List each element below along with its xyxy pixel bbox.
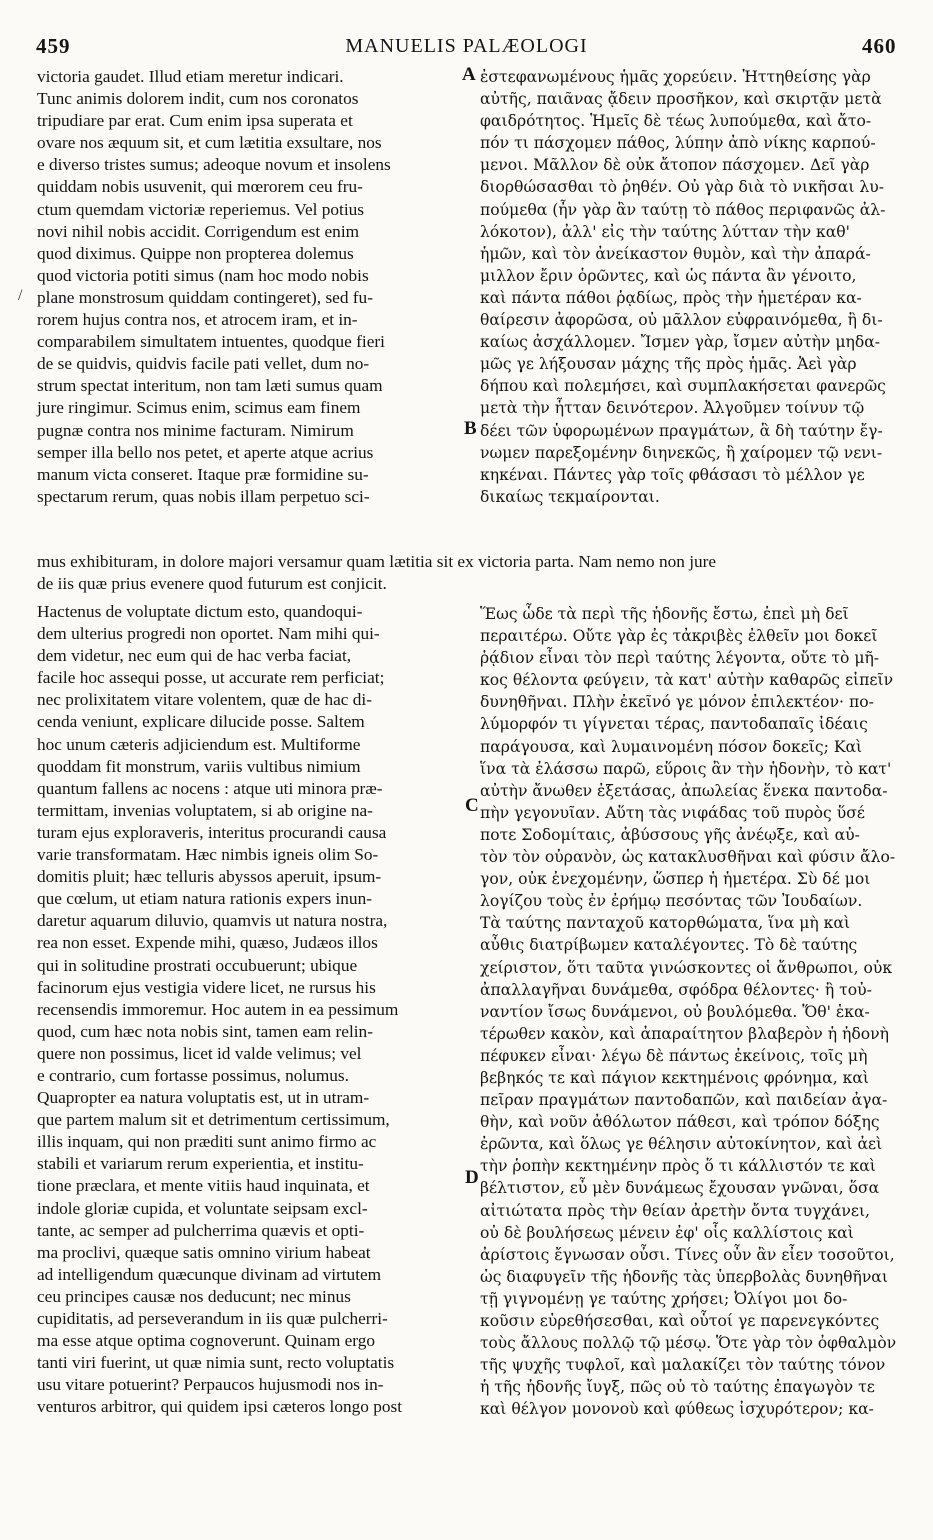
text-line: varie transformatam. Hæc nimbis igneis olim So-: [37, 845, 379, 865]
text-line: quod victoria potiti simus (nam hoc modo nobis: [37, 265, 369, 285]
text-line: παράγουσα, καὶ λυμαινομένη πόσον δοκεῖς; Καὶ: [480, 737, 863, 756]
text-line: αὖθις διατρίβωμεν καταλέγοντες. Τὸ δὲ ταύτης: [480, 936, 858, 955]
text-line: λόκοτον), ἀλλ' εἰς τὴν ταύτης λύτταν τὴν καθ': [480, 222, 850, 241]
page-number-right: 460: [862, 34, 897, 58]
text-line: quod, cum hæc nota nobis sint, tamen eam relin-: [37, 1021, 373, 1041]
text-line: turam ejus exploraveris, interitus procurandi causa: [37, 822, 387, 842]
text-line: cenda veniunt, explicare dilucide posse. Saltem: [37, 712, 365, 732]
text-line: ἵνα τὰ ἐλάσσω παρῶ, εὕροις ἂν τὴν ἡδονὴν, τὸ κατ': [480, 759, 892, 778]
text-line: Tunc animis dolorem indit, cum nos coronatos: [37, 89, 359, 109]
text-line: μῶς γε λήξουσαν μάχης τῆς πρὸς ἡμᾶς. Ἀεὶ γὰρ: [480, 355, 857, 374]
text-line: venturos arbitror, qui quidem ipsi cæteros longo post: [37, 1397, 403, 1417]
running-title: MANUELIS PALÆOLOGI: [345, 35, 588, 57]
text-line: strum spectat interitum, non tam læti sumus quam: [37, 376, 383, 396]
text-line: μετὰ τὴν ἧτταν δεινότερον. Ἀλγοῦμεν τοίνυν τῷ: [480, 399, 865, 418]
latin-column-top: [37, 66, 460, 508]
text-line: Hactenus de voluptate dictum esto, quandoqui-: [37, 602, 363, 621]
text-line: θὴν, καὶ νοῦν ἀθόλωτον πάθεσι, καὶ τρόπον δόξης: [480, 1113, 880, 1132]
text-line: πὴν γεγονυῖαν. Αὕτη τὰς νιφάδας τοῦ πυρὸς ὕσέ: [480, 803, 865, 822]
text-line: dem ulterius progredi non oportet. Nam mihi qui-: [37, 624, 380, 644]
text-line: quiddam nobis usuvenit, qui mœrorem ceu fru-: [37, 177, 363, 197]
text-line: τὸν τὸν οὐρανὸν, ὡς κατακλυσθῆναι καὶ φύσιν ἄλο-: [480, 848, 896, 867]
text-line: πούμεθα (ἦν γὰρ ἂν ταύτῃ τὸ πάθος περιφανῶς ἀλ-: [480, 200, 886, 219]
text-line: semper illa bello nos petet, et aperte atque acrius: [37, 442, 374, 462]
text-line: quere non possimus, licet id valde velimus; vel: [37, 1043, 362, 1063]
text-line: dem videtur, nec eum qui de hac verba faciat,: [37, 646, 352, 666]
text-line: jure ringimur. Scimus enim, scimus eam finem: [37, 398, 361, 418]
text-line: ad intelligendum quæcunque divinam ad virtutem: [37, 1264, 382, 1284]
text-line: tante, ac semper ad pulcherrima quævis et opti-: [37, 1220, 365, 1240]
full-width-lines: [37, 551, 897, 595]
text-line: αὐτὴν ἄνωθεν ἐξετάσας, ἀπωλείας ἕνεκα παντοδα-: [480, 781, 888, 800]
text-line: quoddam fit monstrum, variis vultibus nimium: [37, 756, 361, 776]
text-line: e contrario, cum fortasse possimus, nolumus.: [37, 1065, 349, 1085]
text-line: rorem hujus contra nos, et atrocem iram, et in-: [37, 310, 358, 330]
margin-letter-a: A: [462, 64, 476, 85]
text-line: πεῖραν πραγμάτων παντοδαπῶν, καὶ παιδείαν ἀγα-: [480, 1091, 888, 1110]
text-line: daretur aquarum diluvio, quamvis ut natura nostra,: [37, 911, 388, 931]
page-header: [0, 34, 933, 64]
text-line: illis inquam, qui non præditi sunt animo firmo ac: [37, 1132, 377, 1152]
text-line: ἐρῶντα, καὶ ὅλως γε θέλησιν αὐτοκίνητον, καὶ ἀεὶ: [480, 1135, 883, 1154]
text-line: quantum fallens ac nocens : atque uti minora præ-: [37, 778, 383, 798]
text-line: manum victa conseret. Itaque præ formidine su-: [37, 464, 369, 484]
page-number-left: 459: [36, 34, 71, 58]
text-line: quod diximus. Quippe non propterea dolemus: [37, 243, 354, 263]
text-line: de se quidvis, quidvis facile pati vellet, dum no-: [37, 354, 370, 374]
margin-tick: /: [18, 287, 23, 304]
text-line: ἀπαλλαγῆναι δυνάμεθα, σφόδρα θέλοντες· ἢ τοὐ-: [480, 980, 872, 999]
text-line: βεβηκός τε καὶ πάγιον κεκτημένοις φρόνημα, καὶ: [480, 1068, 870, 1087]
text-line: κοῦσιν εὑρεθήσεσθαι, καὶ οὗτοί γε παρενεγκόντες: [480, 1312, 880, 1330]
text-line: qui in solitudine prostrati occubuerunt; ubique: [37, 955, 358, 975]
text-line: Τὰ ταύτης πανταχοῦ κατορθώματα, ἵνα μὴ καὶ: [480, 914, 851, 933]
text-line: comparabilem simultatem intuentes, quodque fieri: [37, 332, 385, 352]
text-line: ctum quemdam victoriæ reperiemus. Vel potius: [37, 199, 365, 219]
text-line: καίως ἀσχάλλομεν. Ἴσμεν γὰρ, ἴσμεν αὐτὴν μηδα-: [480, 333, 881, 352]
text-line: καὶ θέλγον μονονοὺ καὶ φύθεως ἰσχυρότερον; κα-: [480, 1400, 874, 1419]
text-line: ὡς διαφυγεῖν τῆς ἡδονῆς τὰς ὑπερβολὰς δυνηθῆναι: [480, 1267, 888, 1286]
text-line: plane monstrosum quiddam contingeret), sed fu-: [37, 287, 373, 307]
text-line: domitis pluit; hæc telluris abyssos aperuit, ipsum-: [37, 867, 382, 887]
text-line: μιλλον ἔριν ὁρῶντες, καὶ ὡς πάντα ἂν γένοιτο,: [480, 266, 857, 285]
text-line: τέρωθεν κακὸν, καὶ ἀπαραίτητον βλαβερὸν ἡ ἡδονὴ: [480, 1024, 889, 1043]
text-line: πέφυκεν εἶναι· λέγω δὲ πάντως ἐκείνοις, τοῖς μὴ: [480, 1046, 868, 1065]
text-line: τὴν ῥοπὴν κεκτημένην πρὸς ὅ τι κάλλιστόν τε καὶ: [480, 1157, 876, 1176]
text-line: ναντίον ἴσως δυνάμενοι, οὐ βουλόμεθα. Ὅθ' ἑκα-: [480, 1002, 870, 1021]
text-line: βέλτιστον, εὖ μὲν δυνάμεως ἔχουσαν γνῶναι, ὅσα: [480, 1179, 880, 1198]
text-line: δικαίως τεκμαίρονται.: [480, 487, 660, 506]
text-line: indole gloriæ cupida, et voluntate seipsam excl-: [37, 1198, 368, 1218]
text-line: δυνηθῆναι. Πλὴν ἐκεῖνό γε μόνον ἐπιλεκτέον· πο-: [480, 693, 874, 712]
text-line: ma proclivi, quæque satis omnino virium habeat: [37, 1242, 371, 1262]
text-line: καὶ πάντα πάθοι ῥᾳδίως, πρὸς τὴν ἡμετέραν κα-: [480, 288, 862, 307]
text-line: ceu principes causæ nos deducunt; nec minus: [37, 1286, 351, 1306]
text-line: recensendis immoremur. Hoc autem in ea pessimum: [37, 999, 399, 1019]
text-line: τοὺς ἄλλους πολλῷ τῷ μέσῳ. Ὅτε γὰρ τὸν ὀφθαλμὸν: [480, 1334, 897, 1353]
text-line: πόν τι πάσχομεν πάθος, λύπην ἀπὸ νίκης καρπού-: [480, 134, 876, 153]
text-line: γον, οὐκ ἐνεχομένην, ὥσπερ ἡ ἡμετέρα. Σὺ δέ μοι: [480, 870, 871, 889]
text-line: ἡμῶν, καὶ τὸν ἀνείκαστον θυμὸν, καὶ τὴν ἀπαρά-: [480, 244, 871, 263]
text-line: novi nihil nobis accidit. Corrigendum est enim: [37, 221, 360, 241]
text-line: tripudiare par erat. Cum enim ipsa superata et: [37, 111, 353, 131]
text-line: e diverso tristes sumus; adeoque novum et insolens: [37, 155, 391, 175]
text-line: μενοι. Μᾶλλον δὲ οὐκ ἄτοπον πάσχομεν. Δεῖ γὰρ: [480, 156, 870, 175]
text-line: λογίζου τοὺς ἐν ἐρήμῳ πεσόντας τῶν Ἰουδαίων.: [480, 892, 863, 911]
text-line: termittam, invenias voluptatem, si ab origine na-: [37, 800, 373, 820]
text-line: facile hoc assequi posse, ut accurate rem perficiat;: [37, 668, 385, 688]
text-line: κος θέλοντα φεύγειν, τὰ κατ' αὐτὴν καθαρῶς εἰπεῖν: [480, 671, 894, 690]
text-line: φαιδρότητος. Ἡμεῖς δὲ τέως λυπούμεθα, καὶ ἄτο-: [480, 112, 872, 131]
text-line: δέει τῶν ὑφορωμένων πραγμάτων, ἃ δὴ ταύτην ἔγ-: [480, 421, 883, 440]
text-line: Quapropter ea natura voluptatis est, ut in utram-: [37, 1088, 370, 1108]
text-line: stabili et variarum rerum experientia, et institu-: [37, 1154, 364, 1174]
text-line: rea non esset. Expende mihi, quæso, Judæos illos: [37, 933, 378, 953]
text-line: ῥᾴδιον εἶναι τὸν περὶ ταύτης λέγοντα, οὔτε τὸ μῆ-: [480, 649, 880, 668]
text-line: τῆς ψυχῆς τυφλοῖ, καὶ μαλακίζει τὸν ταύτης τόνον: [480, 1356, 886, 1375]
text-line: usu vitare potuerint? Perpaucos hujusmodi nos in-: [37, 1375, 384, 1395]
text-line: θαίρεσιν ἀφορῶσα, οὐ μᾶλλον εὐφραινόμεθα, ἢ δι-: [480, 311, 883, 330]
margin-letter-c: C: [465, 795, 479, 816]
text-line: ἡ τῆς ἡδονῆς ἴυγξ, πῶς οὐ τὸ ταύτης ἐπαγωγὸν τε: [480, 1378, 875, 1397]
text-line: κηκέναι. Πάντες γὰρ τοῖς φθάσασι τὸ μέλλον γε: [480, 465, 865, 484]
text-line: περαιτέρω. Οὔτε γὰρ ἐς τἀκριβὲς ἐλθεῖν μοι δοκεῖ: [480, 627, 878, 646]
text-line: facinorum ejus vestigia videre licet, ne rursus his: [37, 977, 376, 997]
text-line: λύμορφόν τι γίγνεται τέρας, παντοδαπαῖς ἰδέαις: [480, 715, 868, 734]
text-line: hoc unum cæteris adjiciendum est. Multiforme: [37, 734, 361, 754]
text-line: spectarum rerum, quas nobis illam perpetuo sci-: [37, 486, 370, 506]
text-line: χείριστον, ὅτι ταῦτα γινώσκοντες οἱ ἄνθρωποι, οὐκ: [480, 958, 893, 977]
text-line: ma esse atque optima cognoverunt. Quinam ergo: [37, 1331, 376, 1351]
text-line: δήπου καὶ πολεμήσει, καὶ συμπλακήσεται φανερῶς: [480, 377, 886, 396]
text-line: que partem malum sit et detrimentum certissimum,: [37, 1110, 390, 1130]
text-line: διορθώσασθαι τὸ ῥηθέν. Οὐ γὰρ διὰ τὸ νικῆσαι λυ-: [480, 178, 885, 197]
margin-letter-b: B: [464, 418, 477, 439]
text-line: victoria gaudet. Illud etiam meretur indicari.: [37, 67, 344, 86]
text-line: tione præclara, et mente vitiis haud inquinata, et: [37, 1176, 370, 1196]
greek-column-bottom: [480, 603, 898, 1420]
text-line: que cœlum, ut etiam natura rationis expers inun-: [37, 889, 372, 909]
text-line: οὐ δὲ βουλήσεως μένειν ἐφ' οἷς καλλίστοις καὶ: [480, 1223, 854, 1242]
text-line: ποτε Σοδομίταις, ἀβύσσους γῆς ἀνέῳξε, καὶ αὐ-: [480, 825, 860, 844]
latin-column-bottom: [37, 601, 460, 1418]
text-line: νωμεν παρεξομένην διηνεκῶς, ἢ χαίρομεν τῷ νενι-: [480, 443, 883, 462]
text-line: τῇ γιγνομένῃ γε ταύτης χρήσει; Ὀλίγοι μοι δο-: [480, 1289, 848, 1308]
text-line: nec prolixitatem vitare volentem, quæ de hac di-: [37, 690, 372, 710]
text-line: pugnæ contra nos minime facturam. Nimirum: [37, 420, 354, 440]
text-line: Ἕως ὧδε τὰ περὶ τῆς ἡδονῆς ἔστω, ἐπεὶ μὴ δεῖ: [480, 605, 849, 623]
text-line: de iis quæ prius evenere quod futurum est conjicit.: [37, 574, 387, 594]
text-line: ἀρίστοις ἔγνωσαν οὖσι. Τίνες οὖν ἂν εἶεν τοσοῦτοι,: [480, 1245, 895, 1264]
text-line: tanti viri fuerint, ut quæ nimia sunt, recto voluptatis: [37, 1353, 395, 1373]
text-line: αὐτῆς, παιᾶνας ᾄδειν προσῆκον, καὶ σκιρτᾷν μετὰ: [480, 90, 882, 109]
margin-letter-d: D: [465, 1167, 479, 1188]
text-line: cupiditatis, ad perseverandum in iis quæ pulcherri-: [37, 1309, 388, 1328]
text-line: ἐστεφανωμένους ἡμᾶς χορεύειν. Ἡττηθείσης γὰρ: [480, 68, 871, 86]
greek-column-top: [480, 66, 898, 508]
text-line: αἰτιώτατα πρὸς τὴν θείαν ἀρετὴν ὄντα τυγχάνει,: [480, 1201, 871, 1220]
text-line: ovare nos æquum sit, et cum lætitia exsultare, nos: [37, 133, 382, 153]
text-line: mus exhibituram, in dolore majori versamur quam lætitia sit ex victoria parta. Nam nemo non jure: [37, 552, 717, 571]
